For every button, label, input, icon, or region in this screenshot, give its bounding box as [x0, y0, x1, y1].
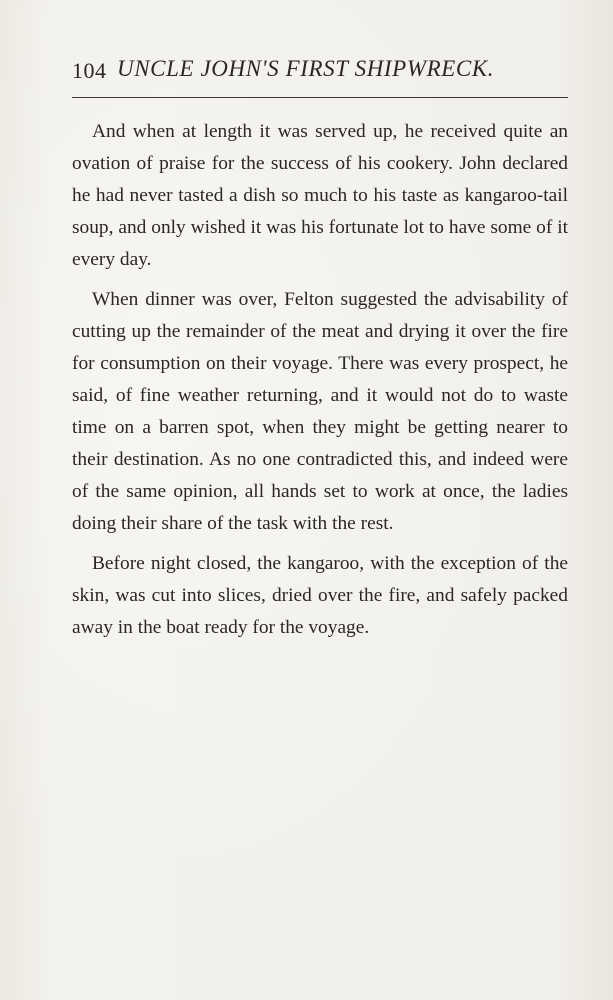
paragraph-2: When dinner was over, Felton suggested the advisability of cutting up the remainder of the meat and drying it over the fire for consumption on their voyage. There was every prospect, he said, of fine weather returning, and it would not do to waste time on a barren spot, when they might be getting nearer to their destination. As no one contradicted this, and indeed were of the same opinion, all hands set to work at once, the ladies doing their share of the task with the rest. — [72, 289, 568, 534]
page-number: 104 — [72, 58, 107, 83]
header-rule — [72, 97, 568, 98]
paragraph-3: Before night closed, the kangaroo, with the exception of the skin, was cut into slices, dried over the fire, and safely packed away in the boat ready for the voyage. — [72, 553, 568, 638]
paragraph-1: And when at length it was served up, he received quite an ovation of praise for the success of his cookery. John declared he had never tasted a dish so much to his taste as kangaroo-tail soup, and only wished it was his fortunate lot to have some of it every day. — [72, 121, 568, 270]
body-text — [72, 116, 568, 652]
running-title: UNCLE JOHN'S FIRST SHIPWRECK. — [117, 56, 495, 81]
page-header — [72, 52, 572, 86]
